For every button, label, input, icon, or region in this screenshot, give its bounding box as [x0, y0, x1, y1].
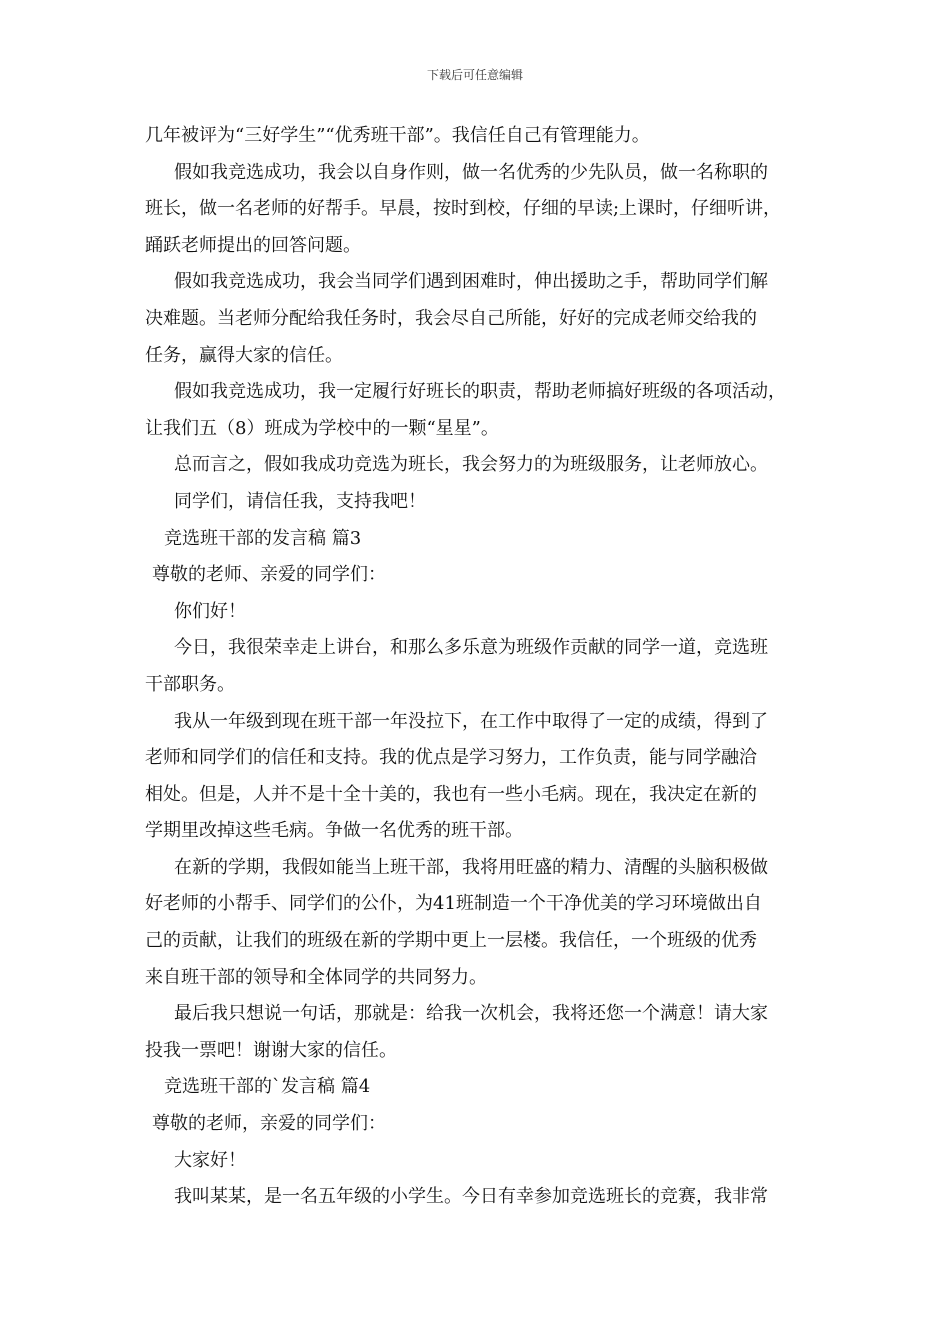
- paragraph-line: 踊跃老师提出的回答问题。: [145, 234, 361, 256]
- paragraph-line: 假如我竞选成功，我会以自身作则，做一名优秀的少先队员，做一名称职的: [174, 161, 768, 183]
- paragraph-line: 最后我只想说一句话，那就是：给我一次机会，我将还您一个满意！请大家: [174, 1003, 768, 1025]
- paragraph-line: 老师和同学们的信任和支持。我的优点是学习努力，工作负责，能与同学融洽: [145, 747, 757, 769]
- paragraph-line: 决难题。当老师分配给我任务时，我会尽自己所能，好好的完成老师交给我的: [145, 307, 757, 329]
- paragraph-line: 今日，我很荣幸走上讲台，和那么多乐意为班级作贡献的同学一道，竞选班: [174, 637, 768, 659]
- paragraph-line: 干部职务。: [145, 673, 235, 695]
- paragraph-line: 我叫某某，是一名五年级的小学生。今日有幸参加竞选班长的竞赛，我非常: [174, 1186, 768, 1208]
- paragraph-line: 总而言之，假如我成功竞选为班长，我会努力的为班级服务，让老师放心。: [174, 454, 768, 476]
- section-heading: 竞选班干部的`发言稿 篇4: [164, 1076, 371, 1098]
- paragraph-line: 同学们，请信任我，支持我吧！: [174, 490, 426, 512]
- paragraph-line: 学期里改掉这些毛病。争做一名优秀的班干部。: [145, 820, 523, 842]
- salutation: 尊敬的老师、亲爱的同学们：: [152, 564, 386, 586]
- paragraph-line: 班长，做一名老师的好帮手。早晨，按时到校，仔细的早读;上课时，仔细听讲，: [145, 198, 782, 220]
- greeting: 你们好！: [174, 600, 246, 622]
- page-header: 下载后可任意编辑: [426, 68, 523, 82]
- paragraph-line: 我从一年级到现在班干部一年没拉下，在工作中取得了一定的成绩，得到了: [174, 710, 768, 732]
- section-heading: 竞选班干部的发言稿 篇3: [164, 527, 362, 549]
- paragraph-line: 任务，赢得大家的信任。: [145, 344, 343, 366]
- paragraph-line: 来自班干部的领导和全体同学的共同努力。: [145, 966, 487, 988]
- paragraph-line: 相处。但是，人并不是十全十美的，我也有一些小毛病。现在，我决定在新的: [145, 783, 757, 805]
- salutation: 尊敬的老师，亲爱的同学们：: [152, 1113, 386, 1135]
- paragraph-line: 在新的学期，我假如能当上班干部，我将用旺盛的精力、清醒的头脑积极做: [174, 856, 768, 878]
- paragraph-line: 投我一票吧！谢谢大家的信任。: [145, 1039, 397, 1061]
- paragraph-line: 假如我竞选成功，我会当同学们遇到困难时，伸出援助之手，帮助同学们解: [174, 271, 768, 293]
- greeting: 大家好！: [174, 1149, 246, 1171]
- paragraph-line: 让我们五（8）班成为学校中的一颗“星星”。: [145, 417, 499, 439]
- paragraph-line: 好老师的小帮手、同学们的公仆，为41班制造一个干净优美的学习环境做出自: [145, 893, 762, 915]
- paragraph-line: 己的贡献，让我们的班级在新的学期中更上一层楼。我信任，一个班级的优秀: [145, 930, 757, 952]
- document-body: [145, 118, 815, 1216]
- paragraph-line: 假如我竞选成功，我一定履行好班长的职责，帮助老师搞好班级的各项活动，: [174, 381, 786, 403]
- paragraph-line: 几年被评为“三好学生”“优秀班干部”。我信任自己有管理能力。: [145, 125, 650, 146]
